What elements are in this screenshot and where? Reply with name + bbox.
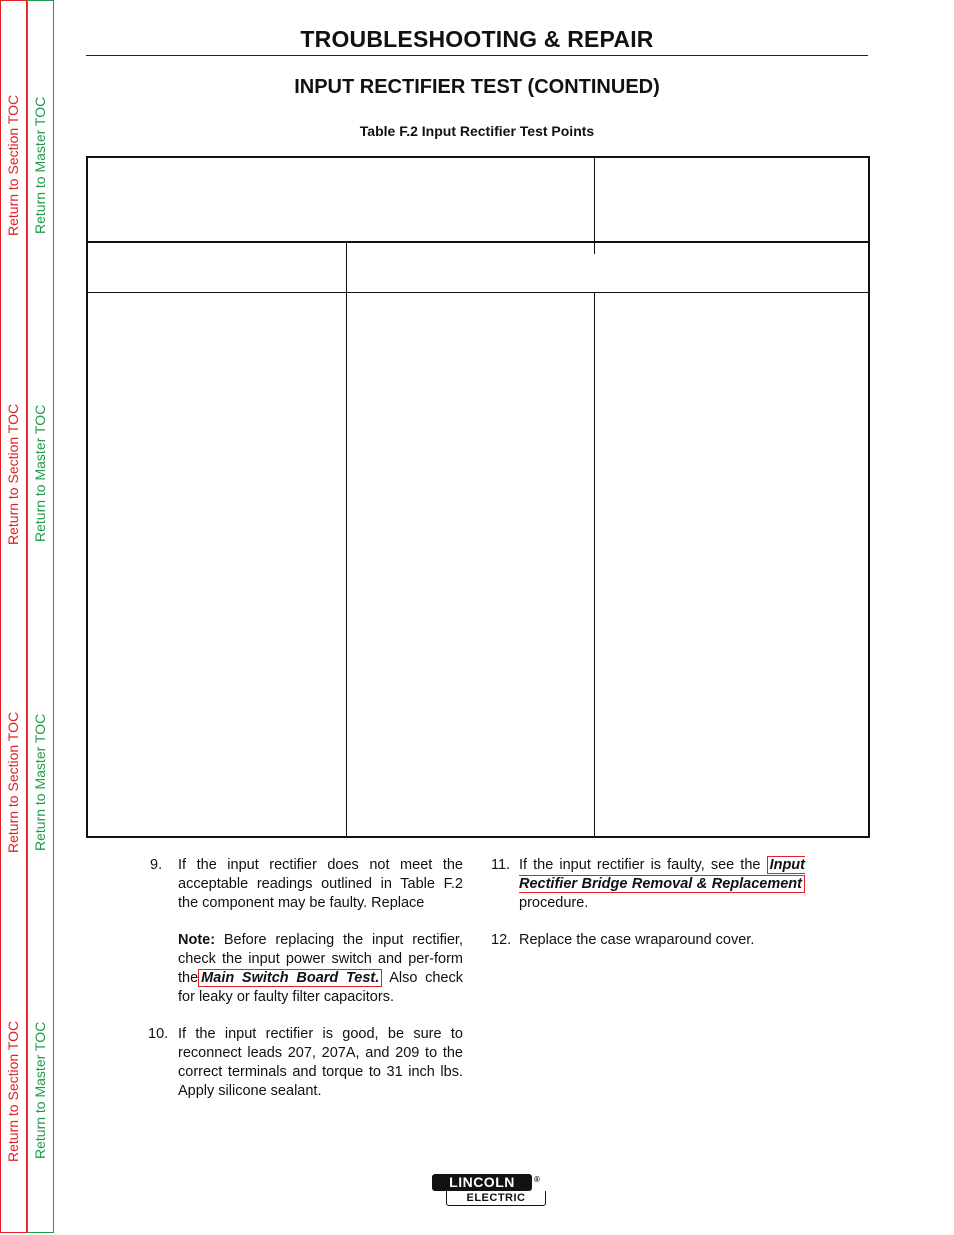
- step-text-part: procedure.: [519, 895, 589, 911]
- logo-bottom-text: ELECTRIC: [446, 1191, 546, 1206]
- step-text: [519, 856, 805, 913]
- page-title: TROUBLESHOOTING & REPAIR: [300, 26, 654, 52]
- lincoln-electric-logo: [432, 1174, 548, 1208]
- main-switch-board-test-link[interactable]: Main Switch Board Test.: [198, 969, 382, 987]
- step-number: 12.: [491, 932, 512, 948]
- step-note: [178, 931, 463, 1007]
- return-to-section-toc-link[interactable]: Return to Section TOC: [5, 1020, 21, 1162]
- steps-right-column: [491, 856, 805, 968]
- step-12: [491, 931, 805, 950]
- step-10: [150, 1025, 463, 1101]
- title-rule: [86, 55, 868, 56]
- step-11: [491, 856, 805, 913]
- return-to-master-toc-link[interactable]: Return to Master TOC: [32, 1021, 48, 1159]
- return-to-section-toc-link[interactable]: Return to Section TOC: [5, 711, 21, 853]
- return-to-master-toc-link[interactable]: Return to Master TOC: [32, 404, 48, 542]
- note-text: Also check for leaky or faulty filter capacitors.: [178, 970, 463, 1005]
- note-label: Note:: [178, 932, 216, 948]
- table-caption: Table F.2 Input Rectifier Test Points: [359, 123, 595, 139]
- return-to-master-toc-link[interactable]: Return to Master TOC: [32, 96, 48, 234]
- registered-mark: ®: [534, 1175, 540, 1184]
- step-text: If the input rectifier does not meet the acceptable readings outlined in Table F.2 the component may be faulty. Replace: [178, 857, 463, 911]
- return-to-master-toc-link[interactable]: Return to Master TOC: [32, 713, 48, 851]
- logo-top-text: LINCOLN: [432, 1174, 532, 1191]
- step-number: 10.: [148, 1026, 169, 1042]
- input-rectifier-bridge-removal-link[interactable]: Input Rectifier Bridge Removal & Replacement: [519, 857, 805, 892]
- note-text: Before replacing the input rectifier, check the input power switch and per-form the: [178, 932, 463, 986]
- step-text: If the input rectifier is good, be sure to reconnect leads 207, 207A, and 209 to the correct terminals and torque to 31 inch lbs. Apply silicone sealant.: [178, 1026, 463, 1099]
- return-to-section-toc-link[interactable]: Return to Section TOC: [5, 94, 21, 236]
- step-text: Replace the case wraparound cover.: [519, 932, 755, 948]
- return-to-section-toc-link[interactable]: Return to Section TOC: [5, 403, 21, 545]
- step-number: 11.: [491, 857, 511, 873]
- step-text-part: If the input rectifier is faulty, see the: [519, 857, 767, 873]
- section-title: INPUT RECTIFIER TEST (CONTINUED): [294, 76, 660, 98]
- step-9: [150, 856, 463, 1007]
- step-number: 9.: [150, 857, 163, 873]
- steps-left-column: [150, 856, 463, 1119]
